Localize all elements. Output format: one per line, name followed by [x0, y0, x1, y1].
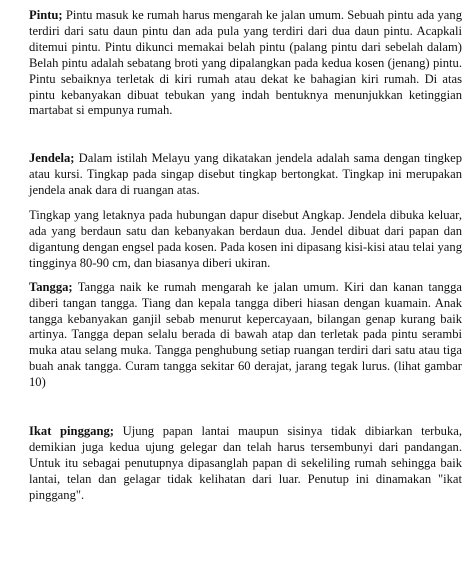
paragraph-jendela: [29, 151, 462, 199]
term-ikat-pinggang: Ikat pinggang;: [29, 424, 114, 439]
paragraph-jendela-text: Dalam istilah Melayu yang dikatakan jendela adalah sama dengan tingkep atau kursi. Tingkap pada singap disebut tingkap bertongkat. Tingkap ini merupakan jendela anak dara di ruangan atas.: [29, 151, 462, 198]
paragraph-ikat-pinggang-text: Ujung papan lantai maupun sisinya tidak dibiarkan terbuka, demikian juga kedua ujung gelegar dan telah harus tersembunyi dari pandangan. Untuk itu sebagai penutupnya dipasanglah papan di sekeliling rumah sehingga baik lantai, telan dan gelagar tidak kelihatan dari luar. Penutup ini dinamakan "ikat pinggang".: [29, 424, 462, 502]
paragraph-pintu-text: Pintu masuk ke rumah harus mengarah ke jalan umum. Sebuah pintu ada yang terdiri dari satu daun pintu dan ada pula yang terdiri dari dua daun pintu. Acapkali ditemui pintu. Pintu dikunci memakai belah pintu (palang pintu dari sebelah dalam) Belah pintu adalah sebatang broti yang dipalangkan pada kedua kosen (jenang) pintu. Pintu sebaiknya terletak di kiri rumah atau dekat ke bahagian kiri rumah. Di atas pintu kebanyakan dibuat tebukan yang indah bentuknya menunjukkan ketinggian martabat si empunya rumah.: [29, 8, 462, 118]
term-tangga: Tangga;: [29, 279, 73, 294]
paragraph-ikat-pinggang: [29, 424, 462, 504]
paragraph-tangga: [29, 280, 462, 391]
paragraph-tingkap-text: Tingkap yang letaknya pada hubungan dapur disebut Angkap. Jendela dibuka keluar, ada yang berdaun satu dan kebanyakan berdaun dua. Jendel dibuat dari papan dan digantung dengan engsel pada kosen. Pada kosen ini dipasang kisi-kisi atau telai yang tingginya 80-90 cm, dan biasanya diberi ukiran.: [29, 208, 462, 270]
term-jendela: Jendela;: [29, 151, 75, 166]
paragraph-tangga-text: Tangga naik ke rumah mengarah ke jalan umum. Kiri dan kanan tangga diberi tangan tangga. Tiang dan kepala tangga diberi hiasan dengan kuamain. Anak tangga kebanyakan ganjil sebab menurut kepercayaan, bilangan genap kurang baik artinya. Tangga depan selalu berada di bawah atap dan terletak pada pintu serambi muka atau selang muka. Tangga penghubung setiap ruangan terdiri dari satu atau tiga buah anak tangga. Curam tangga sekitar 60 derajat, jarang tegak lurus. (lihat gambar 10): [29, 279, 462, 390]
paragraph-pintu: [29, 8, 462, 119]
term-pintu: Pintu;: [29, 8, 63, 22]
paragraph-tingkap: [29, 208, 462, 272]
